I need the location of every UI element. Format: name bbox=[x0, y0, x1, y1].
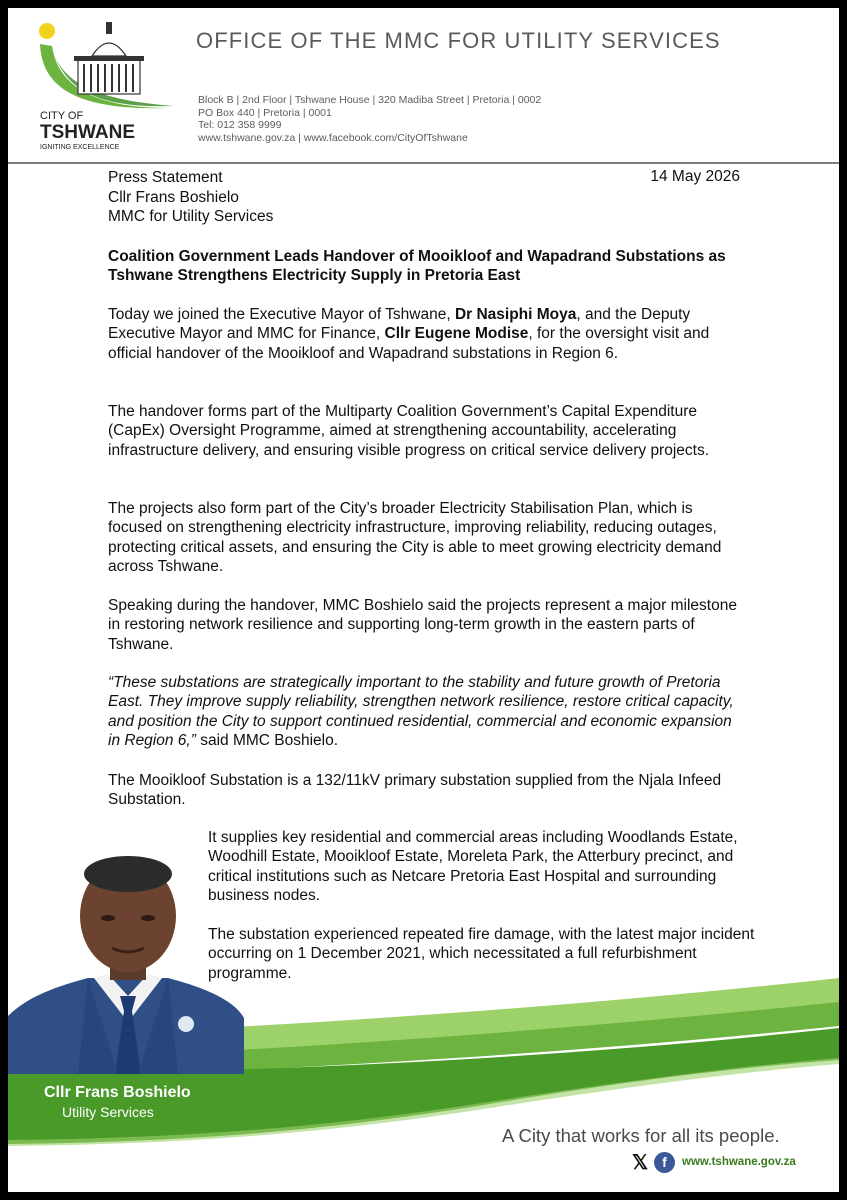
address-line: Tel: 012 358 9999 bbox=[198, 119, 282, 131]
press-statement-page bbox=[8, 8, 839, 1192]
paragraph: The handover forms part of the Multiparty Coalition Government’s Capital Expenditure (CapEx) Oversight Programme, aimed at strengthening accountability, accelerating infrastructure delivery, and ensuring visible progress on critical service delivery projects. bbox=[108, 403, 710, 459]
facebook-icon[interactable]: f bbox=[654, 1152, 675, 1173]
website-link[interactable]: www.tshwane.gov.za bbox=[682, 1156, 796, 1168]
headline: Coalition Government Leads Handover of Mooikloof and Wapadrand Substations as Tshwane Strengthens Electricity Supply in Pretoria East bbox=[108, 248, 726, 284]
paragraph: Today we joined the Executive Mayor of Tshwane, Dr Nasiphi Moya, and the Deputy Executive Mayor and MMC for Finance, Cllr Eugene Modise, for the oversight visit and official handover of the Mooikloof and Wapadrand substations in Region 6. bbox=[108, 306, 710, 362]
deputy-mayor-name: Cllr Eugene Modise bbox=[384, 325, 529, 343]
paragraph: The Mooikloof Substation is a 132/11kV primary substation supplied from the Njala Infeed Substation. bbox=[108, 772, 722, 809]
author-role: MMC for Utility Services bbox=[108, 208, 274, 225]
city-of-tshwane-logo bbox=[34, 16, 184, 156]
address-line: www.tshwane.gov.za | www.facebook.com/CityOfTshwane bbox=[198, 131, 468, 144]
city-tagline: A City that works for all its people. bbox=[502, 1125, 780, 1146]
paragraph: It supplies key residential and commercial areas including Woodlands Estate, Woodhill Estate, Mooikloof Estate, Moreleta Park, the Atterbury precinct, and critical institutions such as Netcare Pretoria East Hospital and surrounding business nodes. bbox=[208, 829, 738, 905]
paragraph: The substation experienced repeated fire damage, with the latest major incident occurring on 1 December 2021, which necessitated a full refurbishment programme. bbox=[208, 926, 755, 982]
x-icon[interactable]: 𝕏 bbox=[632, 1152, 649, 1174]
svg-text:IGNITING EXCELLENCE: IGNITING EXCELLENCE bbox=[40, 144, 120, 151]
office-title: OFFICE OF THE MMC FOR UTILITY SERVICES bbox=[196, 28, 721, 53]
header-divider bbox=[8, 162, 839, 164]
sun-dot-icon bbox=[39, 23, 55, 39]
footer-portfolio: Utility Services bbox=[62, 1104, 154, 1120]
statement-date: 14 May 2026 bbox=[650, 168, 740, 185]
footer-name: Cllr Frans Boshielo bbox=[44, 1084, 191, 1101]
mayor-name: Dr Nasiphi Moya bbox=[454, 306, 577, 323]
author-name: Cllr Frans Boshielo bbox=[108, 188, 239, 206]
quote-attribution: said MMC Boshielo. bbox=[195, 732, 339, 750]
lapel-pin-icon bbox=[178, 1016, 194, 1032]
paragraph: Speaking during the handover, MMC Boshielo said the projects represent a major milestone in restoring network resilience and supporting long-term growth in the eastern parts of Tshwane. bbox=[108, 597, 737, 653]
address-block bbox=[198, 94, 758, 144]
statement-type: Press Statement bbox=[108, 169, 223, 186]
svg-text:TSHWANE: TSHWANE bbox=[40, 122, 135, 143]
social-links bbox=[632, 1151, 832, 1175]
address-line: PO Box 440 | Pretoria | 0001 bbox=[198, 106, 332, 119]
quote: “These substations are strategically important to the stability and future growth of Pretoria East. They improve supply reliability, strengthen network resilience, restore critical capacity, and position the City to support continued residential, commercial and economic expansion in Region 6,” said MMC Boshielo. bbox=[108, 674, 734, 750]
paragraph: The projects also form part of the City’s broader Electricity Stabilisation Plan, which is focused on strengthening electricity infrastructure, improving reliability, reducing outages, protecting critical assets, and ensuring the City is able to meet growing electricity demand across Tshwane. bbox=[108, 500, 722, 576]
address-line: Block B | 2nd Floor | Tshwane House | 320 Madiba Street | Pretoria | 0002 bbox=[198, 94, 542, 106]
svg-text:CITY OF: CITY OF bbox=[40, 110, 84, 122]
